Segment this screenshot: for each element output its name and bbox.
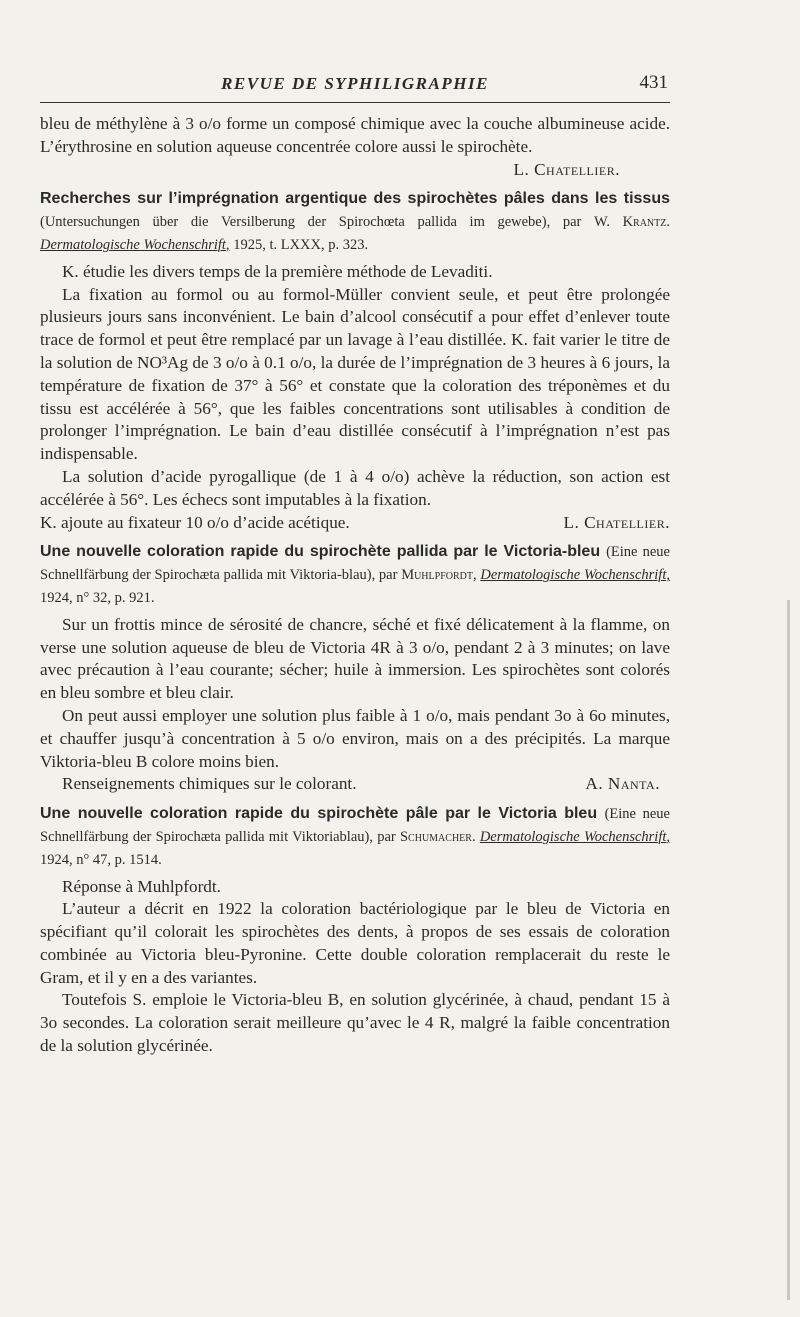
article-heading bbox=[40, 188, 670, 256]
paragraph: K. étudie les divers temps de la première méthode de Levaditi. bbox=[62, 261, 493, 281]
article bbox=[40, 541, 670, 796]
ref-author: W. Krantz. bbox=[593, 214, 670, 231]
ref-details: 1925, t. LXXX, p. 323. bbox=[233, 236, 369, 253]
paragraph: K. ajoute au fixateur 10 o/o d’acide acétique. bbox=[40, 512, 350, 532]
article-heading bbox=[40, 541, 670, 609]
paragraph: Renseignements chimiques sur le colorant. bbox=[62, 774, 357, 794]
ref-text: (Untersuchungen über die Versilberung der Spirochœta pallida im gewebe), par bbox=[40, 214, 582, 231]
ref-text: (Eine neue Schnellfärbung der Spirochæta pallida mit Viktoria-blau), par bbox=[40, 544, 670, 584]
ref-text: (Eine neue Schnellfärbung der Spirochæta pallida mit Viktoriablau), par bbox=[40, 806, 670, 845]
paragraph: Réponse à Muhlpfordt. bbox=[62, 876, 221, 896]
paragraph: Toutefois S. emploie le Victoria-bleu B, en solution glycérinée, à chaud, pendant 15 à 3o secondes. La coloration serait meilleure qu’avec le 4 R, malgré la faible concentration de la solution glycérinée. bbox=[40, 990, 670, 1056]
signature: L. Chatellier. bbox=[563, 512, 670, 532]
page-number: 431 bbox=[639, 72, 668, 93]
page-body bbox=[40, 113, 670, 1058]
article-title: Une nouvelle coloration rapide du spirochète pallida par le Victoria-bleu bbox=[40, 543, 601, 561]
paragraph: La solution d’acide pyrogallique (de 1 à 4 o/o) achève la réduction, son action est accélérée à 56°. Les échecs sont imputables à la fixation. bbox=[40, 466, 670, 509]
intro-signature-line bbox=[40, 159, 670, 182]
journal-title: REVUE DE SYPHILIGRAPHIE bbox=[221, 74, 489, 93]
ref-journal: Dermatologische Wochenschrift, bbox=[40, 236, 230, 253]
paragraph: La fixation au formol ou au formol-Müller convient seule, et peut être prolongée plusieurs jours sans inconvénient. Le bain d’alcool consécutif a pour effet d’enlever toute trace de formol et peut être remplacé par un lavage à l’eau distillée. K. fait varier le titre de la solution de NO³Ag de 3 o/o à 0.1 o/o, la durée de l’imprégnation de 3 heures à 6 jours, la température de fixation de 37° à 56° et constate que la coloration des tréponèmes et du tissu est accélérée à 56°, que les faibles concentrations sont utilisables à condition de prolonger l’imprégnation. Le bain d’eau distillée consécutif à l’imprégnation n’est pas indispensable. bbox=[40, 284, 670, 464]
article-reference bbox=[40, 214, 670, 253]
ref-details: 1924, n° 32, p. 921. bbox=[40, 589, 155, 606]
article-title: Recherches sur l’imprégnation argentique des spirochètes pâles dans les tissus bbox=[40, 190, 670, 208]
article-title: Une nouvelle coloration rapide du spirochète pâle par le Victoria bleu bbox=[40, 805, 598, 823]
page bbox=[40, 68, 670, 1058]
article-heading bbox=[40, 803, 670, 871]
ref-details: 1924, n° 47, p. 1514. bbox=[40, 851, 162, 868]
article bbox=[40, 188, 670, 534]
paragraph: Sur un frottis mince de sérosité de chancre, séché et fixé délicatement à la flamme, on verse une solution aqueuse de bleu de Victoria 4R à 3 o/o, pendant 2 à 3 minutes; on lave avec précaution à l’eau courante; sécher; huile à immersion. Les spirochètes sont colorés en bleu sombre et bleu clair. bbox=[40, 614, 670, 703]
running-header bbox=[40, 68, 670, 103]
signature: A. Nanta. bbox=[585, 774, 660, 794]
signature-line bbox=[40, 512, 670, 535]
paragraph: On peut aussi employer une solution plus faible à 1 o/o, mais pendant 3o à 6o minutes, et chauffer jusqu’à concentration à 5 o/o environ, mais on a des précipités. La marque Viktoria-bleu B colore moins bien. bbox=[40, 705, 670, 771]
ref-journal: Dermatologische Wochenschrift, bbox=[480, 567, 670, 584]
article bbox=[40, 803, 670, 1058]
paragraph: L’auteur a décrit en 1922 la coloration bactériologique par le bleu de Victoria en spécifiant qu’il colorait les spirochètes des dents, à propos de ses essais de coloration combinée au Victoria bleu-Pyronine. Cette double coloration remplacerait du reste le Gram, et il y en a des variantes. bbox=[40, 899, 670, 987]
ref-journal: Dermatologische Wochenschrift, bbox=[479, 828, 670, 845]
scan-margin bbox=[787, 600, 790, 1300]
intro-paragraph: bleu de méthylène à 3 o/o forme un composé chimique avec la couche albumineuse acide. L’érythrosine en solution aqueuse concentrée colore aussi le spirochète. bbox=[40, 114, 670, 156]
ref-author: Muhlpfordt, bbox=[401, 567, 477, 584]
signature: L. Chatellier. bbox=[513, 159, 620, 179]
signature-line bbox=[40, 773, 670, 796]
ref-author: Schumacher. bbox=[399, 828, 476, 845]
